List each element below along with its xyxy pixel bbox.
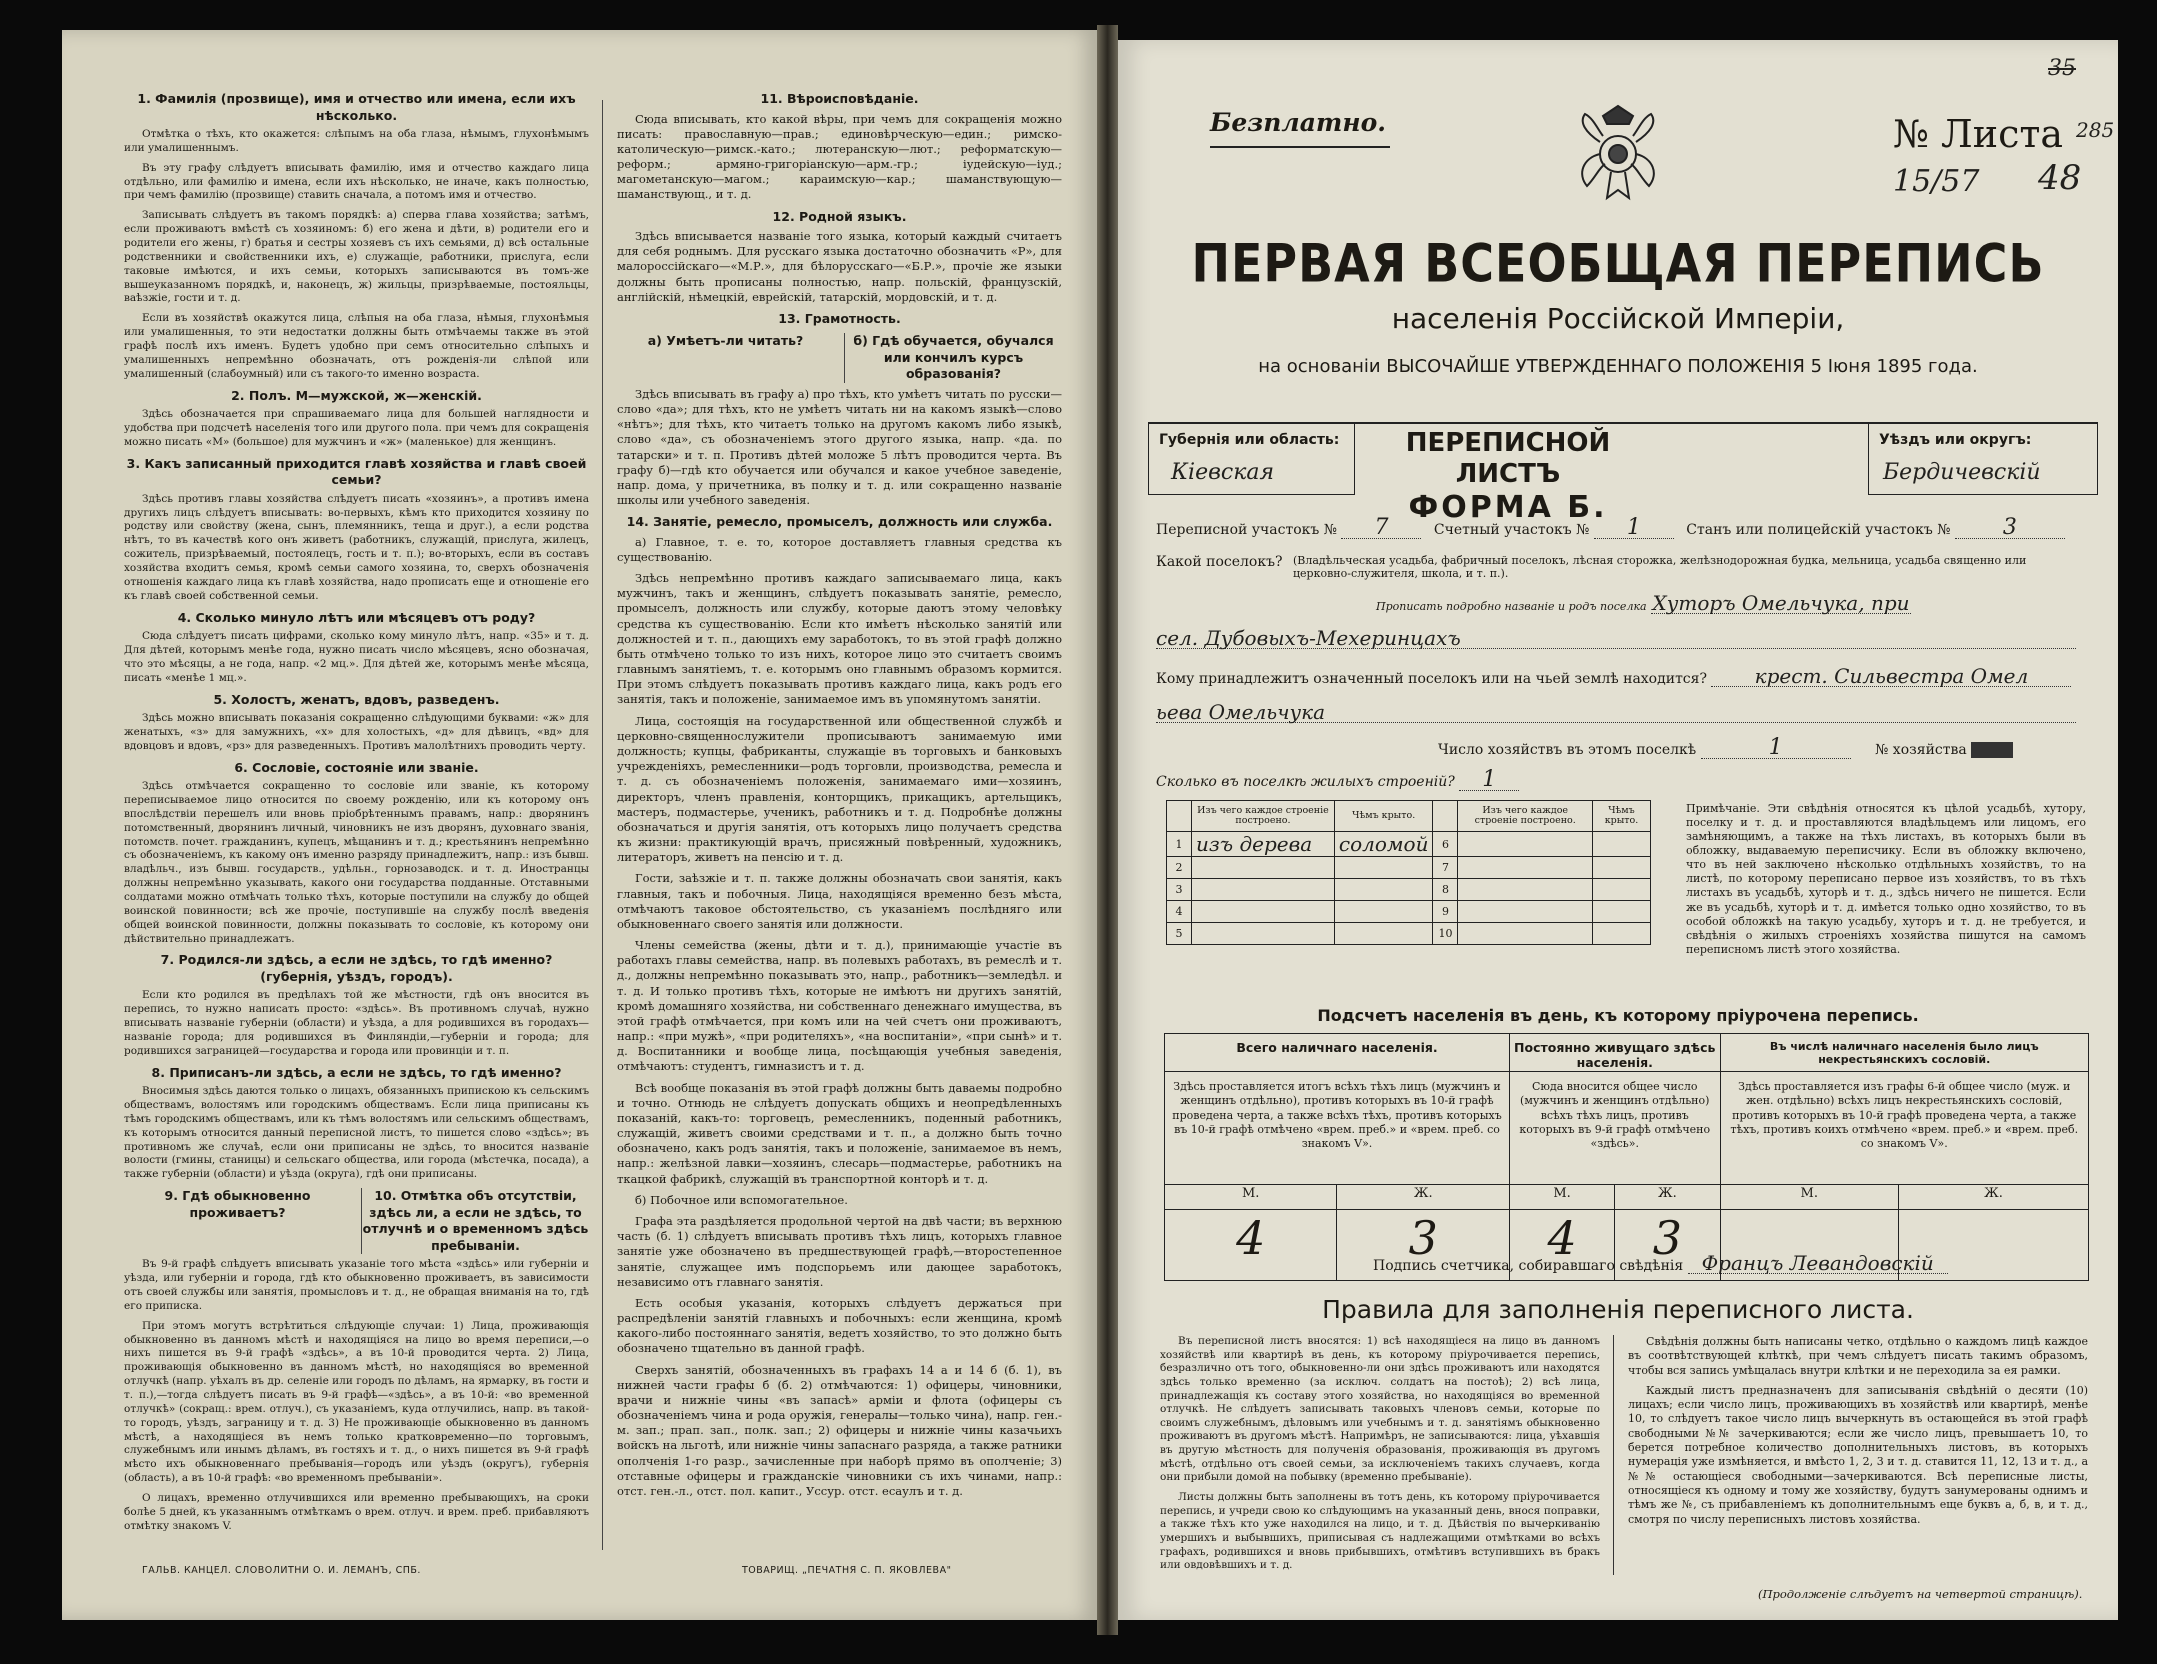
permanent-female-count: 3 (1615, 1210, 1720, 1281)
building-material (1192, 857, 1335, 879)
buildings-row (1167, 879, 1651, 901)
struct-head-roof-2: Чѣмъ крыто. (1592, 801, 1650, 832)
count-district-label: Счетный участокъ № (1433, 522, 1590, 538)
buildings-row (1167, 901, 1651, 923)
section-heading: 14. Занятіе, ремесло, промыселъ, должность или служба. (626, 514, 1053, 530)
permanent-male-count: 4 (1509, 1210, 1614, 1281)
rules-paragraph: Каждый листъ предназначенъ для записыванія свѣдѣній о десяти (10) лицахъ; если число лицъ, проживающихъ въ хозяйствѣ или квартирѣ, менѣе 10, то слѣдуетъ такое число лицъ вычеркнуть въ остающейся въ этой графѣ свободными №№ зачеркиваются; если же число лицъ, превышаетъ 10, то берется потребное количество дополнительныхъ листовъ, въ которыхъ нумерація уже измѣняется, и вмѣсто 1, 2, 3 и т. д. ставится 11, 12, 13 и т. д., а №№ остающіеся свободными—зачеркиваются. Всѣ переписные листы, относящіеся къ одному и тому же хозяйству, будутъ занумерованы однимъ и тѣмъ же №, съ прибавленіемъ къ дополнительнымъ еще буквъ а, б, в, и т. д., смотря по числу переписныхъ листовъ хозяйства. (1628, 1383, 2088, 1526)
buildings-table (1166, 800, 1651, 945)
building-material (1458, 879, 1593, 901)
instruction-paragraph: б) Побочное или вспомогательное. (635, 1192, 848, 1207)
archive-number-top: 35 (2048, 56, 2076, 81)
section-heading-pair (124, 1188, 589, 1254)
uezd-box (1868, 424, 2098, 495)
right-page-census-form (1118, 40, 2118, 1620)
instruction-paragraph: Въ эту графу слѣдуетъ вписывать фамилію, имя и отчество каждаго лица отдѣльно, или фамилію и имена, если ихъ нѣсколько, не иначе, какъ полностью, при чемъ фамилію (прозвище) ставить сначала, а потомъ имя и отчество. (124, 161, 589, 202)
instruction-paragraph: Графа эта раздѣляется продольной чертой на двѣ части; въ верхнюю часть (б. 1) слѣдуетъ вписывать противъ тѣхъ лицъ, которыхъ главное занятіе уже обозначено въ предшествующей графѣ,—второстепенное занятіе, служащее имъ подспорьемъ или дающее заработокъ, независимо отъ главнаго занятія. (617, 1213, 1062, 1289)
building-material (1458, 923, 1593, 945)
gubernia-box (1148, 424, 1355, 495)
rules-paragraph: Свѣдѣнія должны быть написаны четко, отдѣльно о каждомъ лицѣ каждое въ соотвѣтствующей клѣткѣ, при чемъ слѣдуетъ писать такимъ образомъ, чтобы вся запись умѣщалась внутри клѣтки и не переходила за ея рамки. (1628, 1335, 2088, 1377)
census-legal-basis: на основаніи ВЫСОЧАЙШЕ УТВЕРЖДЕННАГО ПОЛОЖЕНІЯ 5 Іюня 1895 года. (1258, 356, 1978, 377)
form-title: ПЕРЕПИСНОЙ ЛИСТЪ (1405, 428, 1611, 490)
female-label: Ж. (1337, 1185, 1510, 1210)
buildings-row (1167, 832, 1651, 857)
section-heading: 8. Приписанъ-ли здѣсь, а если не здѣсь, то гдѣ именно? (151, 1064, 562, 1080)
instruction-paragraph: Лица, состоящія на государственной или общественной службѣ и церковно-священнослужители прописываютъ занимаемую ими должность; купцы, фабриканты, служащіе въ торговыхъ и банковыхъ учрежденіяхъ, ремесленники—родъ торговли, производства, ремесла и т. д. съ обозначеніемъ положенія, занимаемаго ими—хозяинъ, директоръ, членъ правленія, конторщикъ, прикащикъ, артельщикъ, мастеръ, подмастерье, ученикъ, работникъ и т. д. Подробнѣе должны обозначаться и другія занятія, отъ которыхъ лицо получаетъ средства къ жизни: практикующій врачъ, присяжный повѣренный, художникъ, литераторъ, живетъ на пенсію и т. д. (617, 713, 1062, 865)
instruction-paragraph: Здѣсь обозначается при спрашиваемаго лица для большей наглядности и удобства при подсчетѣ населенія того или другого пола. при чемъ для сокращенія можно писать «М» (большое) для мужчинъ и «ж» (маленькое) для женщинъ. (124, 408, 589, 448)
printer-imprint-right: ТОВАРИЩ. „ПЕЧАТНЯ С. П. ЯКОВЛЕВА" (742, 1565, 952, 1576)
instruction-paragraph: О лицахъ, временно отлучившихся или временно пребывающихъ, на сроки болѣе 5 дней, къ указаннымъ отмѣткамъ о врем. отлуч. и врем. преб. прибавляютъ отмѣтку знакомъ V. (124, 1491, 589, 1532)
building-number: 9 (1433, 901, 1458, 923)
gubernia-label: Губернія или область: (1159, 432, 1340, 448)
section-heading: а) Умѣетъ-ли читать? (647, 333, 804, 349)
instruction-paragraph: Здѣсь можно вписывать показанія сокращенно слѣдующими буквами: «ж» для женатыхъ, «з» для замужнихъ, «х» для холостыхъ, «д» для дѣвицъ, «вд» для вдовцовъ и вдовъ, «рз» для разведенныхъ. Противъ малолѣтнихъ проводить черту. (124, 712, 589, 752)
section-heading: 5. Холостъ, женатъ, вдовъ, разведенъ. (213, 691, 500, 707)
count-head-present: Всего наличнаго населенія. (1165, 1034, 1510, 1072)
census-district-value: 7 (1341, 518, 1421, 539)
signature-label: Подпись счетчика, собиравшаго свѣдѣнія (1373, 1258, 1684, 1274)
building-roof (1334, 879, 1433, 901)
building-number: 2 (1167, 857, 1192, 879)
instruction-paragraph: Сюда вписывать, кто какой вѣры, при чемъ для сокращенія можно писать: православную—прав.; единовѣрческую—един.; римско-католическую—римск.-като.; лютеранскую—лют.; реформатскую—реформ.; армяно-григоріанскую—арм.-гр.; іудейскую—іуд.; магометанскую—магом.; караимскую—кар.; шаманствующую—шаманствующ., и т. д. (617, 111, 1062, 202)
building-number: 1 (1167, 832, 1192, 857)
count-desc-present: Здѣсь проставляется итогъ всѣхъ тѣхъ лицъ (мужчинъ и женщинъ отдѣльно), противъ которыхъ въ 10-й графѣ проведена черта, а также всѣхъ тѣхъ, противъ которыхъ въ 10-й графѣ отмѣчено «врем. преб.» и «врем. преб. со знакомъ V». (1165, 1072, 1510, 1185)
present-male-count: 4 (1165, 1210, 1337, 1281)
left-page-instructions (62, 30, 1097, 1620)
double-headed-eagle-emblem (1573, 102, 1663, 212)
column-divider (602, 100, 603, 1550)
section-heading-pair (617, 333, 1062, 383)
section-heading: 13. Грамотность. (778, 310, 901, 326)
rules-title: Правила для заполненія переписного листа. (1322, 1295, 1914, 1324)
archive-number-handwritten: 48 (2038, 158, 2082, 198)
owner-line-2 (1156, 702, 2076, 723)
struct-head-material: Изъ чего каждое строеніе построено. (1192, 801, 1335, 832)
owner-line-1 (1156, 666, 2071, 687)
uezd-label: Уѣздъ или округъ: (1879, 432, 2032, 448)
settlement-hint: (Владѣльческая усадьба, фабричный поселокъ, лѣсная сторожка, желѣзнодорожная будка, мельница, усадьба священно или церковно-служителя, школа, и т. п.). (1292, 554, 2027, 580)
building-number: 4 (1167, 901, 1192, 923)
rules-column-1 (1160, 1335, 1600, 1579)
population-count-title: Подсчетъ населенія въ день, къ которому пріурочена перепись. (1317, 1006, 1919, 1025)
instruction-paragraph: Вносимыя здѣсь даются только о лицахъ, обязанныхъ припискою къ сельскимъ обществамъ, волостямъ или городскимъ обществамъ. Если лица приписаны къ тѣмъ городскимъ обществамъ, или къ тѣмъ волостямъ или сельскимъ обществамъ, къ которымъ относится данный переписной листъ, то пишется слово «здѣсь»; въ противномъ же случаѣ, если они приписаны не здѣсь, то вносится названіе волости (гмины, станицы) и сельскаго общества, или города (мѣстечка, посада), а также губерніи (области) и уѣзда (округа), гдѣ они приписаны. (124, 1085, 589, 1181)
building-roof (1334, 857, 1433, 879)
section-heading: 7. Родился-ли здѣсь, а если не здѣсь, то гдѣ именно? (губернія, уѣздъ, городъ). (160, 952, 553, 984)
buildings-row (1167, 857, 1651, 879)
instruction-paragraph: При этомъ могутъ встрѣтиться слѣдующіе случаи: 1) Лица, проживающія обыкновенно въ данномъ мѣстѣ и находящіяся на лицо во время переписи,—о нихъ пишется въ 9-й графѣ «здѣсь», а въ 10-й проводится черта. 2) Лица, проживающія обыкновенно въ данномъ мѣстѣ, но находящіяся во временной отлучкѣ (напр. уѣхалъ въ др. селеніе или городъ по дѣламъ, на ярмарку, въ гости и т. п.),—тогда слѣдуетъ писать въ 9-й графѣ—«здѣсь», а въ 10-й: «во временной отлучкѣ» (сокращ.: врем. отлуч.), съ указаніемъ, куда отлучились, напр. въ такой-то городъ, уѣздъ, заграницу и т. д. 3) Не проживающіе обыкновенно въ данномъ мѣстѣ, а находящіеся въ немъ только кратковременно—по торговымъ, служебнымъ или инымъ дѣламъ, въ гостяхъ и т. д., о нихъ пишется въ 9-й графѣ мѣсто ихъ обыкновеннаго пребыванія—городъ или уѣздъ (округъ), губернія (область), а въ 10-й графѣ: «во временномъ пребываніи». (124, 1319, 589, 1485)
rules-divider (1613, 1335, 1614, 1575)
owner-value-2: ьева Омельчука (1156, 702, 2076, 723)
households-label: Число хозяйствъ въ этомъ поселкѣ (1438, 742, 1697, 758)
instruction-paragraph: Отмѣтка о тѣхъ, кто окажется: слѣпымъ на оба глаза, нѣмымъ, глухонѣмымъ или умалишеннымъ. (124, 128, 589, 154)
building-roof (1592, 832, 1650, 857)
census-title: ПЕРВАЯ ВСЕОБЩАЯ ПЕРЕПИСЬ (1191, 231, 2045, 295)
enumerator-signature-line (1373, 1253, 1948, 1274)
population-count-table (1164, 1033, 2089, 1281)
buildings-line (1156, 767, 1519, 792)
section-heading: 11. Вѣроисповѣданіе. (760, 91, 919, 106)
count-desc-permanent: Сюда вносится общее число (мужчинъ и женщинъ отдѣльно) всѣхъ тѣхъ лицъ, противъ которыхъ въ 9-й графѣ отмѣчено «здѣсь». (1509, 1072, 1720, 1185)
settlement-label: Какой поселокъ? (1156, 554, 1283, 570)
instruction-paragraph: Члены семейства (жены, дѣти и т. д.), принимающіе участіе въ работахъ главы семейства, напр. въ полевыхъ работахъ, въ ремеслѣ и т. д., должны непремѣнно показывать это, напр., работникъ—земледѣл. и т. д. И только противъ тѣхъ, которые не имѣютъ ни другихъ занятій, кромѣ домашняго хозяйства, ни собственнаго денежнаго имущества, въ этой графѣ отмѣчается, при комъ или на чей счетъ они проживаютъ, напр.: «при мужѣ», «при родителяхъ», «на воспитаніи», «при сынѣ» и т. д. Воспитанники и вообще лица, посѣщающія учебныя заведенія, отмѣчаютъ: студентъ, гимназистъ и т. д. (617, 938, 1062, 1074)
owner-label: Кому принадлежитъ означенный поселокъ или на чьей землѣ находится? (1156, 671, 1707, 687)
building-material (1458, 901, 1593, 923)
instruction-paragraph: Сюда слѣдуетъ писать цифрами, сколько кому минуло лѣтъ, напр. «35» и т. д. Для дѣтей, которымъ менѣе года, нужно писать число мѣсяцевъ, ясно обозначая, что это мѣсяцы, а не года, напр. «2 мц.». Для дѣтей же, которымъ менѣе мѣсяца, писать «менѣе 1 мц.». (124, 630, 589, 684)
count-head-permanent: Постоянно живущаго здѣсь населенія. (1509, 1034, 1720, 1072)
instruction-paragraph: Здѣсь отмѣчается сокращенно то сословіе или званіе, къ которому переписываемое лицо относится по своему рожденію, или къ которому онъ впослѣдствіи перешелъ или вновь пріобрѣтеннымъ правамъ, напр.: дворянинъ потомственный, дворянинъ личный, чиновникъ не изъ дворянъ, духовнаго званія, потомств. почет. гражданинъ, купецъ, мѣщанинъ и т. д.; крестьянинъ непремѣнно съ обозначеніемъ, къ какому онъ именно разряду принадлежитъ, напр.: изъ бывш. владѣльч., изъ бывш. государств., удѣльн., горнозаводск. и т. д. Иностранцы должны непремѣнно указывать, какого они государства подданные. Отставными солдатами можно отмѣчать только тѣхъ, которые поступили на службу до общей воинской повинности; всѣ же прочіе, поступившіе на службу послѣ введенія общей воинской повинности, должны показывать то сословіе, къ которому они дѣйствительно принадлежатъ. (124, 780, 589, 945)
settlement-value-1: Хуторъ Омельчука, при (1652, 591, 1910, 615)
household-no-redacted (1971, 742, 2013, 758)
building-number: 8 (1433, 879, 1458, 901)
section-heading: 10. Отмѣтка объ отсутствіи, здѣсь ли, а если не здѣсь, то отлучнѣ и о временномъ здѣсь пребываніи. (362, 1188, 589, 1253)
households-value: 1 (1701, 738, 1851, 759)
continuation-note: (Продолженіе слѣдуетъ на четвертой страницѣ). (1758, 1587, 2083, 1601)
instruction-paragraph: а) Главное, т. е. то, которое доставляетъ главныя средства къ существованію. (617, 534, 1062, 564)
instruction-paragraph: Есть особыя указанія, которыхъ слѣдуетъ держаться при распредѣленіи занятій главныхъ и побочныхъ: если женщина, кромѣ какого-либо постояннаго занятія, ведетъ хозяйство, то это должно быть обозначено тщательно въ данной графѣ. (617, 1295, 1062, 1356)
uezd-value: Бердичевскій (1883, 460, 2041, 485)
buildings-note: Примѣчаніе. Эти свѣдѣнія относятся къ цѣлой усадьбѣ, хутору, поселку и т. д. и проставляются владѣльцемъ или лицомъ, его замѣняющимъ, а также на тѣхъ листахъ, въ которыхъ были въ обложку, выдаваемую переписчику. Если въ обложку включено, что въ ней заключено нѣсколько отдѣльныхъ хозяйствъ, то на листѣ, по которому переписано первое изъ хозяйствъ, то въ тѣхъ листахъ въ усадьбѣ, хуторѣ и т. д., здѣсь ничего не пишется. Если же въ усадьбѣ, хуторѣ и т. д. имѣется только одно хозяйство, то въ особой обложкѣ на такую усадьбу, хуторъ и т. д. не требуется, и свѣдѣнія о жилыхъ строеніяхъ хозяйства пишутся на самомъ переписномъ листѣ этого хозяйства. (1686, 802, 2086, 956)
male-label: М. (1165, 1185, 1337, 1210)
census-subtitle: населенія Россійской Имперіи, (1391, 302, 1845, 335)
section-heading: 12. Родной языкъ. (772, 208, 907, 224)
book-gutter (1097, 25, 1118, 1635)
building-roof (1592, 901, 1650, 923)
section-heading: 9. Гдѣ обыкновенно проживаетъ? (164, 1188, 311, 1220)
signature-value: Францъ Левандовскій (1688, 1253, 1948, 1274)
instruction-paragraph: Всѣ вообще показанія въ этой графѣ должны быть даваемы подробно и точно. Отнюдь не слѣдуетъ допускать общихъ и неопредѣленныхъ показаній, какъ-то: торговецъ, ремесленникъ, поденный работникъ, служащій, живетъ своими средствами и т. п., а должно быть точно обозначено, какъ родъ занятія, такъ и положеніе, занимаемое въ немъ, напр.: желѣзной лавки—хозяинъ, слесарь—подмастерье, работникъ на ткацкой фабрикѣ, служащій въ транспортной конторѣ и т. д. (617, 1080, 1062, 1186)
male-label: М. (1509, 1185, 1614, 1210)
count-head-non-peasant: Въ числѣ наличнаго населенія было лицъ некрестьянскихъ сословій. (1720, 1034, 2089, 1072)
building-number: 3 (1167, 879, 1192, 901)
form-title-block (1358, 428, 1658, 526)
stan-label: Станъ или полицейскій участокъ № (1686, 522, 1951, 538)
section-heading: 3. Какъ записанный приходится главѣ хозяйства и главѣ своей семьи? (126, 455, 587, 488)
building-material (1458, 857, 1593, 879)
instruction-paragraph: Если въ хозяйствѣ окажутся лица, слѣпыя на оба глаза, нѣмыя, глухонѣмыя или умалишенныя, то эти недостатки должны быть отмѣчаемы также въ этой графѣ послѣ ихъ именъ. Будетъ удобно при семъ относительно слѣпыхъ и умалишенныхъ непремѣнно обозначать, отъ рожденія-ли слѣпой или умалишенный (слабоумный) или съ такого-то именно возраста. (124, 312, 589, 380)
building-roof: соломой (1334, 832, 1433, 857)
settlement-line-1 (1156, 554, 2053, 580)
rules-paragraph: Въ переписной листъ вносятся: 1) всѣ находящіеся на лицо въ данномъ хозяйствѣ или квартирѣ въ день, къ которому пріурочивается перепись, безразлично отъ того, обыкновенно-ли они здѣсь проживаютъ или находятся здѣсь только временно (за исключ. солдатъ на постоѣ); 2) всѣ лица, принадлежащія къ составу этого хозяйства, но находящіяся во временной отлучкѣ. Не слѣдуетъ записывать таковыхъ членовъ семьи, которые по своимъ служебнымъ, дѣловымъ или учебнымъ и т. д. занятіямъ обыкновенно проживаютъ въ другомъ мѣстѣ. Напримѣръ, не записываются: лица, уѣхавшія въ другую мѣстность для полученія образованія, проживающія въ другомъ мѣстѣ, отдѣльно отъ своей семьи, за исключеніемъ такихъ случаевъ, когда они прибыли домой на побывку (временно пребываніе). (1160, 1335, 1600, 1484)
settlement-line-2 (1156, 593, 1911, 614)
rules-column-2 (1628, 1335, 2088, 1533)
instruction-paragraph: Здѣсь вписывать въ графу а) про тѣхъ, кто умѣетъ читать по русски—слово «да»; для тѣхъ, кто не умѣетъ читать ни на какомъ языкѣ—слово «нѣтъ»; для тѣхъ, кто читаетъ только на другомъ какомъ либо языкѣ, слово «да», съ обозначеніемъ этого другого языка, напр. «да. по татарски» и т. п. Противъ дѣтей моложе 5 лѣтъ проводится черта. Въ графу б)—гдѣ кто обучается или обучался и какое учебное заведеніе, напр. дома, у причетника, въ полку и т. д. или сокращенно названіе школы или учебного заведенія. (617, 386, 1062, 508)
instruction-paragraph: Сверхъ занятій, обозначенныхъ въ графахъ 14 а и 14 б (б. 1), въ нижней части графы б (б. 2) отмѣчаются: 1) офицеры, чиновники, врачи и нижніе чины «въ запасѣ» арміи и флота (офицеры съ обозначеніемъ чина и рода оружія, генералы—только чина), напр. ген.-м. зап.; прап. зап., полк. зап.; 2) офицеры и нижніе чины казачьихъ войскъ на льготѣ, или нижніе чины запаснаго разряда, а также ратники ополченія 1-го разр., зачисленные при наборѣ прямо въ ополченіе; 3) отставные офицеры и гражданскіе чиновники съ ихъ чинами, напр.: отст. ген.-л., отст. пол. капит., Уссур. отст. есаулъ и т. д. (617, 1362, 1062, 1498)
building-roof (1592, 857, 1650, 879)
building-roof (1592, 923, 1650, 945)
building-material (1458, 832, 1593, 857)
building-material: изъ дерева (1192, 832, 1335, 857)
rules-paragraph: Листы должны быть заполнены въ тотъ день, къ которому пріурочивается перепись, и учреди свою ко слѣдующимъ на указанный день, внося поправки, а также тѣхъ кто уже находился на лицо, и т. д. Дѣйствія по вычеркиванію умершихъ и выбывшихъ, приписывая съ надлежащими отмѣтками во всѣхъ графахъ, родившихся и вновь прибывшихъ, отмѣтивъ вступившихъ въ бракъ или овдовѣвшихъ и т. д. (1160, 1491, 1600, 1572)
building-number: 5 (1167, 923, 1192, 945)
instruction-paragraph: Записывать слѣдуетъ въ такомъ порядкѣ: а) сперва глава хозяйства; затѣмъ, если проживаютъ вмѣстѣ съ хозяиномъ: б) его жена и дѣти, в) родители его и родители его жены, г) братья и сестры хозяевъ съ ихъ семьями, д) всѣ остальные родственники и свойственники ихъ, е) служащіе, работники, прислуга, если таковые имѣются, и ихъ семьи, которыхъ записываются въ томъ-же вышеуказанномъ порядкѣ, и, наконецъ, ж) жильцы, призрѣваемые, постояльцы, ваѣзжіе, гости и т. д. (124, 209, 589, 305)
count-district-value: 1 (1594, 518, 1674, 539)
settlement-value-2: сел. Дубовыхъ-Мехеринцахъ (1156, 628, 2076, 649)
section-heading: 2. Полъ. М—мужской, ж—женскій. (231, 387, 482, 403)
gubernia-value: Кіевская (1171, 460, 1275, 485)
present-female-count: 3 (1337, 1210, 1510, 1281)
districts-line (1156, 515, 2065, 540)
instructions-column-1 (124, 85, 589, 1540)
stan-value: 3 (1955, 518, 2065, 539)
settlement-instruction: Прописать подробно названіе и родъ поселка (1376, 600, 1647, 613)
building-roof (1334, 923, 1433, 945)
buildings-label: Сколько въ поселкѣ жилыхъ строеній? (1156, 774, 1455, 790)
buildings-value: 1 (1459, 770, 1519, 791)
printer-imprint-left: ГАЛЬВ. КАНЦЕЛ. СЛОВОЛИТНИ О. И. ЛЕМАНЪ, СПБ. (142, 1565, 421, 1576)
section-heading: 6. Сословіе, состояніе или званіе. (234, 759, 479, 775)
count-desc-non-peasant: Здѣсь проставляется изъ графы 6-й общее число (муж. и жен. отдѣльно) всѣхъ лицъ некрестьянскихъ сословій, противъ которыхъ въ 10-й графѣ проведена черта, а также тѣхъ, противъ коихъ отмѣчено «врем. преб.» и «врем. преб. со знакомъ V». (1720, 1072, 2089, 1185)
building-number: 7 (1433, 857, 1458, 879)
households-line (1438, 735, 2013, 760)
section-heading: 1. Фамилія (прозвище), имя и отчество или имена, если ихъ нѣсколько. (137, 91, 576, 123)
section-heading: б) Гдѣ обучается, обучался или кончилъ курсъ образованія? (844, 333, 1062, 383)
instruction-paragraph: Гости, заѣзжіе и т. п. также должны обозначать свои занятія, какъ главныя, такъ и побочныя. Лица, находящіяся временно безъ мѣста, отмѣчаютъ таковое обстоятельство, съ указаніемъ послѣдняго или обыкновеннаго своего занятія или должности. (617, 871, 1062, 931)
building-material (1192, 901, 1335, 923)
instruction-paragraph: Въ 9-й графѣ слѣдуетъ вписывать указаніе того мѣста «здѣсь» или губерніи и уѣзда, или губерніи и города, гдѣ кто обыкновенно проживаетъ, въ зависимости отъ своей службы или занятія, промысловъ и т. д., не обращая вниманія на то, гдѣ его приписка. (124, 1258, 589, 1312)
instructions-column-2 (617, 85, 1062, 1505)
male-label: М. (1720, 1185, 1899, 1210)
building-number: 10 (1433, 923, 1458, 945)
female-label: Ж. (1615, 1185, 1720, 1210)
sheet-number-label: № Листа (1893, 112, 2064, 156)
form-name: ФОРМА Б. (1408, 490, 1608, 526)
owner-value-1: крест. Сильвестра Омел (1711, 666, 2071, 687)
female-label: Ж. (1899, 1185, 2089, 1210)
free-of-charge-label: Безплатно. (1210, 108, 1390, 148)
instruction-paragraph: Если кто родился въ предѣлахъ той же мѣстности, гдѣ онъ вносится въ перепись, то нужно написать просто: «здѣсь». Въ противномъ случаѣ, нужно вписывать названіе губерніи (области) и уѣзда, а для родившихся въ городахъ—названіе города; для родившихся въ Финляндіи,—губерніи и города; для родившихся заграницей—государства и города или провинціи и т. п. (124, 989, 589, 1057)
struct-head-material-2: Изъ чего каждое строеніе построено. (1458, 801, 1593, 832)
building-roof (1592, 879, 1650, 901)
household-no-label: № хозяйства (1875, 742, 1967, 758)
struct-head-roof: Чѣмъ крыто. (1334, 801, 1433, 832)
instruction-paragraph: Здѣсь противъ главы хозяйства слѣдуетъ писать «хозяинъ», а противъ имена другихъ лицъ слѣдуетъ вписывать: во-первыхъ, кѣмъ кто приходится хозяину по родству или свойству (жена, сынъ, племянникъ, теща и друг.), а если родства нѣтъ, то въ качествѣ кого онъ живетъ (работникъ, служащій, прислуга, жилецъ, сожитель, призрѣваемый, постоялецъ, гость и т. п.); во-вторыхъ, если въ составъ хозяйства входитъ семья, кромѣ семьи самого хозяина, то, сверхъ обозначенія отношенія каждаго лица къ главѣ хозяйства, надо прописать еще и отношеніе его къ главѣ своей собственной семьи. (124, 492, 589, 602)
archive-folio-number: 285 (2076, 118, 2115, 142)
section-heading: 4. Сколько минуло лѣтъ или мѣсяцевъ отъ роду? (177, 609, 536, 625)
census-district-label: Переписной участокъ № (1156, 522, 1337, 538)
building-material (1192, 923, 1335, 945)
building-roof (1334, 901, 1433, 923)
sheet-number-handwritten: 15/57 (1893, 164, 1980, 199)
building-material (1192, 879, 1335, 901)
building-number: 6 (1433, 832, 1458, 857)
instruction-paragraph: Здѣсь непремѣнно противъ каждаго записываемаго лица, какъ мужчинъ, такъ и женщинъ, слѣдуетъ показывать занятіе, ремесло, промыселъ, должность или службу, которые даютъ этому человѣку средства къ существованію. Если кто имѣетъ нѣсколько занятій или должностей и т. п., дающихъ ему заработокъ, то въ этой графѣ должно быть отмѣчено только то изъ нихъ, которое лицо это считаетъ своимъ главнымъ занятіемъ, т. е. которымъ оно главнымъ образомъ кормится. При этомъ слѣдуетъ показывать противъ каждаго лица, какъ родъ его занятія, такъ и положеніе, занимаемое имъ въ упомянутомъ занятіи. (617, 571, 1062, 707)
buildings-row (1167, 923, 1651, 945)
instruction-paragraph: Здѣсь вписывается названіе того языка, который каждый считаетъ для себя роднымъ. Для русскаго языка достаточно обозначить «Р», для малороссійскаго—«М.Р.», для бѣлорусскаго—«Б.Р.», прочіе же языки должны быть прописаны полностью, напр. польскій, французскій, англійскій, нѣмецкій, еврейскій, татарскій, мордовскій, и т. д. (617, 229, 1062, 304)
settlement-line-3 (1156, 628, 2076, 649)
